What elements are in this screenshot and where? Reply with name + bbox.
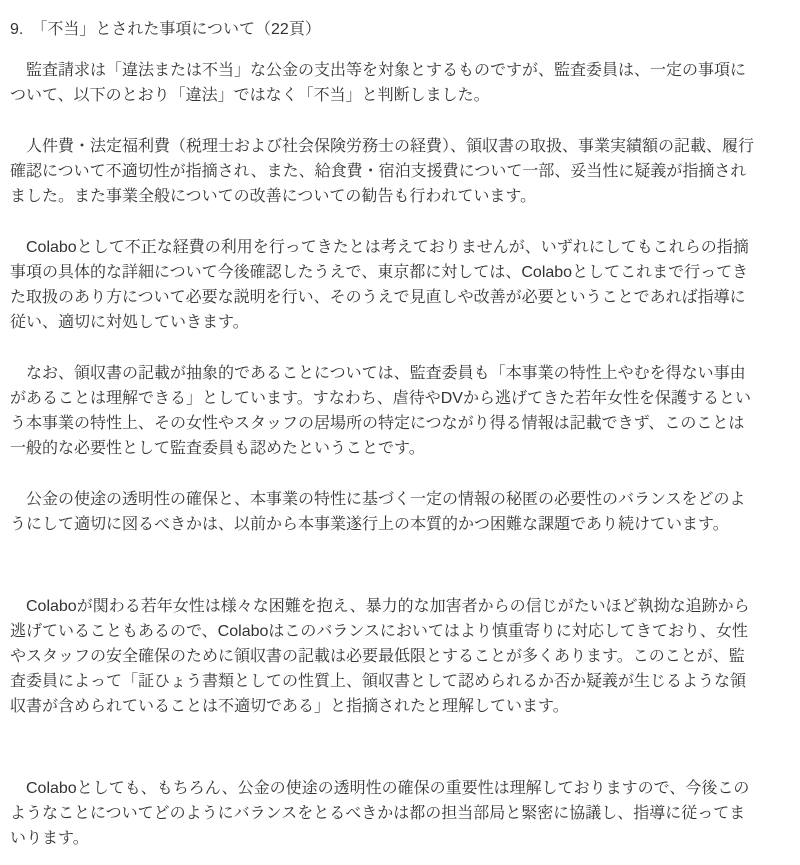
paragraph-receipt-abstraction: なお、領収書の記載が抽象的であることについては、監査委員も「本事業の特性上やむを得ない事由があることは理解できる」としています。すなわち、虐待やDVから逃げてきた若年女性を保護するという本事業の特性上、その女性やスタッフの居場所の特定につながり得る情報は記載できず、このことは一般的な必要性として監査委員も認めたということです。 [10, 365, 751, 457]
paragraph-response-to-tokyo: Colaboとして不正な経費の利用を行ってきたとは考えておりませんが、いずれにしてもこれらの指摘事項の具体的な詳細について今後確認したうえで、東京都に対しては、Colaboとしてこれまで行ってきた取扱のあり方について必要な説明を行い、そのうえで見直しや改善が必要ということであれば指導に従い、適切に対処していきます。 [10, 239, 749, 331]
paragraph-pointed-items: 人件費・法定福利費（税理士および社会保険労務士の経費）、領収書の取扱、事業実績額の記載、履行確認について不適切性が指摘され、また、給食費・宿泊支援費について一部、妥当性に疑義が指摘されました。また事業全般についての改善についての勧告も行われています。 [10, 138, 755, 205]
section-heading: 9. 「不当」とされた事項について（22頁） [10, 21, 321, 38]
paragraph-transparency-balance: 公金の使途の透明性の確保と、本事業の特性に基づく一定の情報の秘匿の必要性のバランスをどのようにして適切に図るべきかは、以前から本事業遂行上の本質的かつ困難な課題であり続けています。 [10, 491, 746, 533]
paragraph-closing-commitment: Colaboとしても、もちろん、公金の使途の透明性の確保の重要性は理解しておりますので、今後このようなことについてどのようにバランスをとるべきかは都の担当部局と緊密に協議し、指導に従ってまいります。 [10, 780, 750, 847]
paragraph-audit-request: 監査請求は「違法または不当」な公金の支出等を対象とするものですが、監査委員は、一定の事項について、以下のとおり「違法」ではなく「不当」と判断しました。 [10, 62, 747, 104]
paragraph-safety-receipts: Colaboが関わる若年女性は様々な困難を抱え、暴力的な加害者からの信じがたいほど執拗な追跡から逃げていることもあるので、Colaboはこのバランスにおいてはより慎重寄りに対応してきており、女性やスタッフの安全確保のために領収書の記載は必要最低限とすることが多くあります。このことが、監査委員によって「証ひょう書類としての性質上、領収書として認められるか否か疑義が生じるような領収書が含められていることは不適切である」と指摘されたと理解しています。 [10, 598, 750, 715]
